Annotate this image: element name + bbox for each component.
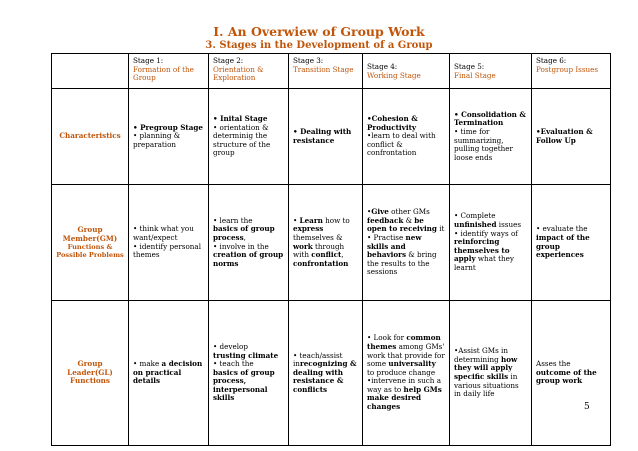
cell-member-6: • evaluate the impact of the group experiences [532, 185, 611, 301]
page-subtitle: 3. Stages in the Development of a Group [205, 40, 433, 51]
cell-char-5: • Consolidation & Termination • time for summarizing, pulling together loose ends [450, 89, 532, 185]
cell-char-1: • Pregroup Stage • planning & preparation [129, 89, 209, 185]
cell-leader-2: • develop trusting climate • teach the basics of group process, interpersonal skills [209, 301, 289, 446]
cell-char-3: • Dealing with resistance [289, 89, 363, 185]
cell-char-2: • Inital Stage • orientation & determinig the structure of the group [209, 89, 289, 185]
cell-leader-3: • teach/assist inrecognizing & dealing with resistance & conflicts [289, 301, 363, 446]
row-label-member: Group Member(GM) Functions & Possible Problems [52, 185, 129, 301]
cell-leader-6: Asses the outcome of the group work [532, 301, 611, 446]
cell-char-4: •Cohesion & Productivity •learn to deal with conflict & confrontation [363, 89, 450, 185]
cell-member-4: •Give other GMs feedback & be open to receiving it • Practise new skills and behaviors & bring the results to the sessions [363, 185, 450, 301]
page-title: I. An Overwiew of Group Work [213, 24, 425, 39]
leader-row [52, 301, 611, 446]
stage-header-3: Stage 3: Transition Stage [289, 54, 363, 89]
header-row [52, 54, 611, 89]
cell-leader-4: • Look for common themes among GMs' work that provide for some universality to produce change •intervene in such a way as to help GMs make desired changes [363, 301, 450, 446]
cell-member-2: • learn the basics of group process, • involve in the creation of group norms [209, 185, 289, 301]
stage-header-4: Stage 4: Working Stage [363, 54, 450, 89]
cell-char-6: •Evaluation & Follow Up [532, 89, 611, 185]
cell-member-1: • think what you want/expect • identify personal themes [129, 185, 209, 301]
cell-member-3: • Learn how to express themselves & work through with conflict, confrontation [289, 185, 363, 301]
cell-leader-1: • make a decision on practical details [129, 301, 209, 446]
stage-header-1: Stage 1: Formation of the Group [129, 54, 209, 89]
member-row [52, 185, 611, 301]
row-label-characteristics: Characteristics [52, 89, 129, 185]
corner-cell [52, 54, 129, 89]
stage-header-2: Stage 2: Orientation & Exploration [209, 54, 289, 89]
stages-table [51, 53, 611, 446]
stage-header-6: Stage 6: Postgroup Issues [532, 54, 611, 89]
cell-member-5: • Complete unfinished issues • identify ways of reinforcing themselves to apply what they learnt [450, 185, 532, 301]
cell-leader-5: •Assist GMs in determining how they will apply specific skills in various situations in daily life [450, 301, 532, 446]
stage-header-5: Stage 5: Final Stage [450, 54, 532, 89]
characteristics-row [52, 89, 611, 185]
page-number: 5 [584, 402, 590, 412]
row-label-leader: Group Leader(GL) Functions [52, 301, 129, 446]
